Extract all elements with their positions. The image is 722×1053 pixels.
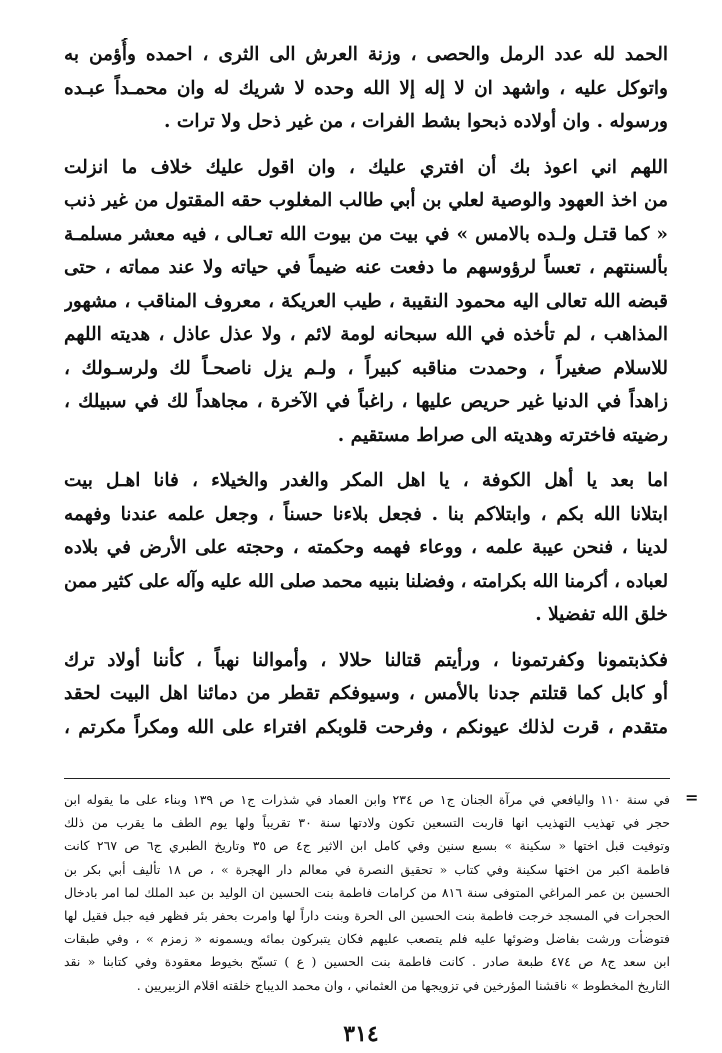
text-line: متقدم ، قرت لذلك عيونكم ، وفرحت قلوبكم افتراء على الله ومكراً مكرتم ، <box>64 716 668 738</box>
paragraph-3 <box>64 464 668 632</box>
text-line: اللهم اني اعوذ بك أن افتري عليك ، وان اقول عليك خلاف ما انزلت <box>64 156 668 178</box>
text-line: لعباده ، أكرمنا الله بكرامته ، وفضلنا بنبيه محمد صلى الله عليه وآله على كثير ممن <box>64 570 668 592</box>
text-line: رضيته فاخترته وهديته الى صراط مستقيم . <box>337 424 668 446</box>
text-line: المذاهب ، لم تأخذه في الله سبحانه لومة لائم ، ولا عذل عاذل ، هديته اللهم <box>64 324 668 345</box>
footnote-line: حجر في تهذيب التهذيب انها قاربت التسعين تكون ولادتها سنة ٣٠ تقريباً ولها يوم الطف ما يقرب من ذلك <box>64 815 670 831</box>
paragraph-1 <box>64 38 668 139</box>
text-line: فكذبتمونا وكفرتمونا ، ورأيتم قتالنا حلالا ، وأموالنا نهباً ، كأننا أولاد ترك <box>64 649 668 671</box>
footnote-line: فاطمة اكبر من اختها سكينة وفي كتاب « تحقيق النصرة في معالم دار الهجرة » ، ص ١٨ تأليف أبي بكر بن <box>64 861 670 877</box>
footnote-divider <box>64 778 670 779</box>
footnote-line: ابن سعد ج٨ ص ٤٧٤ طبعة صادر . كانت فاطمة بنت الحسين ( ع ) تسبّح بخيوط معقودة وفي كتابنا « نقد <box>64 954 670 970</box>
text-line: زاهداً في الدنيا غير حريص عليها ، راغباً في الآخرة ، مجاهداً لك في سبيلك ، <box>64 391 668 412</box>
text-line: خلق الله تفضيلا . <box>535 604 668 625</box>
paragraph-2 <box>64 151 668 453</box>
text-line: ابتلانا الله بكم ، وابتلاكم بنا . فجعل بلاءنا حسناً ، وجعل علمه عندنا وفهمه <box>64 503 668 525</box>
text-line: ورسوله . وان أولاده ذبحوا بشط الفرات ، من غير ذحل ولا ترات . <box>164 111 668 132</box>
paragraph-4 <box>64 644 668 745</box>
footnote <box>64 788 670 997</box>
page-number: ٣١٤ <box>343 1021 379 1047</box>
text-line: واتوكل عليه ، واشهد ان لا إله إلا الله وحده لا شريك له وان محمـداً عبـده <box>64 77 668 99</box>
text-line: أو كابل كما قتلتم جدنا بالأمس ، وسيوفكم تقطر من دمائنا اهل البيت لحقد <box>64 683 668 704</box>
footnote-line: وتوفيت قبل اختها « سكينة » بسبع سنين وفي كامل ابن الاثير ج٤ ص ٣٥ وتاريخ الطبري ج٦ ص ٢٦٧ كانت <box>64 838 670 854</box>
text-line: قبضه الله تعالى اليه محمود النقيبة ، طيب العريكة ، معروف المناقب ، مشهور <box>64 290 668 312</box>
text-line: بألسنتهم ، تعساً لرؤوسهم ما دفعت عنه ضيماً في حياته ولا عند مماته ، حتى <box>64 257 668 278</box>
footnote-line: فتوضأت ورشت بفاضل وضوئها عليه فلم يتصعب عليهم فكان يتبركون بمائه ويسمونه « زمزم » ، وفي طبقات <box>64 931 670 947</box>
footnote-line: التاريخ المخطوط » ناقشنا المؤرخين في تزويجها من العثماني ، وان محمد الديباج خلقته اقلام الزبيريين . <box>136 977 670 993</box>
text-line: اما بعد يا أهل الكوفة ، يا اهل المكر والغدر والخيلاء ، فانا اهـل بيت <box>64 470 668 491</box>
footnote-line: الحسين بن عمر المراغي المتوفى سنة ٨١٦ من كرامات فاطمة بنت الحسين ان الوليد بن عبد الملك لما امر بادخال <box>64 884 670 900</box>
footnote-line: في سنة ١١٠ واليافعي في مرآة الجنان ج١ ص ٢٣٤ وابن العماد في شذرات ج١ ص ١٣٩ وبناء على ما يقوله ابن <box>64 792 670 807</box>
text-line: للاسلام صغيراً ، وحمدت مناقبه كبيراً ، ولـم يزل ناصحـاً لك ولرسـولك ، <box>64 357 668 379</box>
text-line: « كما قتـل ولـده بالامس » في بيت من بيوت الله تعـالى ، فيه معشر مسلمـة <box>64 223 668 245</box>
main-text <box>64 38 668 756</box>
footnote-line: الحجرات في المسجد خرجت فاطمة بنت الحسين الى الحرة وبنت داراً لها وامرت بحفر بئر فظهر فيه جبل فقيل لها <box>64 907 670 923</box>
text-line: لدينا ، فنحن عيبة علمه ، ووعاء فهمه وحكمته ، وحجته على الأرض في بلاده <box>64 537 668 558</box>
text-line: من اخذ العهود والوصية لعلي بن أبي طالب المغلوب حقه المقتول من غير ذنب <box>64 190 668 211</box>
text-line: الحمد لله عدد الرمل والحصى ، وزنة العرش الى الثرى ، احمده وأُؤمن به <box>64 44 668 65</box>
footnote-continuation-marker: = <box>685 788 699 807</box>
